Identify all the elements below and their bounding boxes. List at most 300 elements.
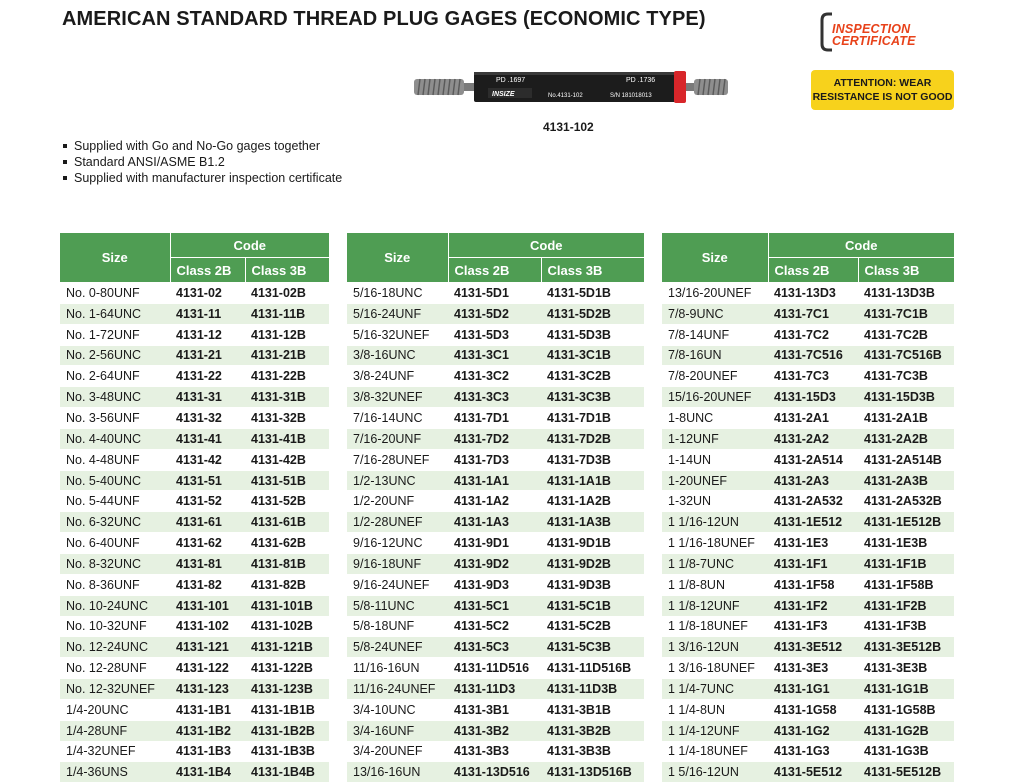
size-cell: 7/8-16UN (662, 345, 768, 366)
table-row (60, 595, 329, 616)
size-cell: No. 12-28UNF (60, 658, 170, 679)
size-cell: 15/16-20UNEF (662, 387, 768, 408)
attention-line1: ATTENTION: WEAR (833, 77, 932, 89)
table-row (662, 574, 954, 595)
table-row (347, 741, 644, 762)
size-cell: No. 4-48UNF (60, 449, 170, 470)
class-2b-code-cell: 4131-5C2 (448, 616, 541, 637)
table-row (662, 428, 954, 449)
table-row (662, 616, 954, 637)
size-cell: 7/16-20UNF (347, 428, 448, 449)
gage-caption: 4131-102 (543, 120, 594, 134)
class-2b-code-cell: 4131-52 (170, 491, 245, 512)
table-row (60, 720, 329, 741)
class-2b-code-cell: 4131-2A2 (768, 428, 858, 449)
table-row (662, 533, 954, 554)
class-3b-code-cell: 4131-2A532B (858, 491, 954, 512)
size-cell: 1/2-13UNC (347, 470, 448, 491)
table-row (60, 741, 329, 762)
gage-table-2 (347, 233, 644, 782)
pd-go-label: PD .1697 (496, 77, 526, 84)
class-2b-code-cell: 4131-41 (170, 428, 245, 449)
class-2b-code-cell: 4131-1B3 (170, 741, 245, 762)
size-cell: 1 1/8-8UN (662, 574, 768, 595)
class-3b-code-cell: 4131-11B (245, 303, 329, 324)
table-row (347, 616, 644, 637)
class-2b-code-cell: 4131-82 (170, 574, 245, 595)
size-cell: 11/16-16UN (347, 658, 448, 679)
class-3b-code-cell: 4131-3C2B (541, 366, 644, 387)
table-row (662, 303, 954, 324)
class-2b-code-cell: 4131-121 (170, 637, 245, 658)
gage-brand: INSIZE (492, 91, 515, 98)
class-3b-code-cell: 4131-32B (245, 408, 329, 429)
table-row (662, 741, 954, 762)
class-2b-code-cell: 4131-3B2 (448, 720, 541, 741)
class-3b-header: Class 3B (245, 258, 329, 283)
size-cell: 5/8-18UNF (347, 616, 448, 637)
size-cell: No. 3-56UNF (60, 408, 170, 429)
class-3b-code-cell: 4131-7C3B (858, 366, 954, 387)
table-row (662, 679, 954, 700)
class-2b-code-cell: 4131-51 (170, 470, 245, 491)
class-3b-code-cell: 4131-1B4B (245, 762, 329, 782)
class-2b-code-cell: 4131-3E512 (768, 637, 858, 658)
table-row (662, 553, 954, 574)
class-3b-code-cell: 4131-62B (245, 533, 329, 554)
class-3b-code-cell: 4131-7D3B (541, 449, 644, 470)
class-2b-code-cell: 4131-31 (170, 387, 245, 408)
class-2b-code-cell: 4131-1F1 (768, 553, 858, 574)
size-cell: No. 12-32UNEF (60, 679, 170, 700)
feature-item: Supplied with Go and No-Go gages together (62, 138, 342, 154)
code-header: Code (170, 233, 329, 258)
class-3b-code-cell: 4131-122B (245, 658, 329, 679)
class-2b-code-cell: 4131-32 (170, 408, 245, 429)
size-cell: 1 3/16-12UN (662, 637, 768, 658)
class-2b-code-cell: 4131-1B2 (170, 720, 245, 741)
size-cell: No. 0-80UNF (60, 283, 170, 304)
class-2b-code-cell: 4131-7D1 (448, 408, 541, 429)
class-3b-code-cell: 4131-22B (245, 366, 329, 387)
size-cell: 1-20UNEF (662, 470, 768, 491)
class-3b-code-cell: 4131-61B (245, 512, 329, 533)
size-cell: No. 2-56UNC (60, 345, 170, 366)
class-3b-code-cell: 4131-101B (245, 595, 329, 616)
size-cell: No. 8-36UNF (60, 574, 170, 595)
gage-table-3 (662, 233, 954, 782)
class-3b-code-cell: 4131-3C1B (541, 345, 644, 366)
class-2b-code-cell: 4131-9D3 (448, 574, 541, 595)
table-row (662, 449, 954, 470)
table-row (60, 637, 329, 658)
class-3b-code-cell: 4131-5C1B (541, 595, 644, 616)
class-2b-code-cell: 4131-5D1 (448, 283, 541, 304)
class-3b-code-cell: 4131-51B (245, 470, 329, 491)
class-3b-code-cell: 4131-7C1B (858, 303, 954, 324)
table-row (347, 533, 644, 554)
table-row (347, 512, 644, 533)
class-2b-code-cell: 4131-3C3 (448, 387, 541, 408)
size-cell: 13/16-16UN (347, 762, 448, 782)
size-cell: No. 4-40UNC (60, 428, 170, 449)
class-3b-code-cell: 4131-1E512B (858, 512, 954, 533)
attention-badge (811, 70, 954, 110)
class-2b-code-cell: 4131-102 (170, 616, 245, 637)
class-2b-code-cell: 4131-5D3 (448, 324, 541, 345)
size-cell: 1 1/16-18UNEF (662, 533, 768, 554)
size-cell: 1 5/16-12UN (662, 762, 768, 782)
size-cell: 1/2-20UNF (347, 491, 448, 512)
size-cell: 11/16-24UNEF (347, 679, 448, 700)
table-row (60, 428, 329, 449)
gage-table-1 (60, 233, 329, 782)
class-2b-code-cell: 4131-1B4 (170, 762, 245, 782)
table-row (60, 533, 329, 554)
thread-plug-gage-image (412, 69, 730, 105)
table-row (347, 408, 644, 429)
table-row (347, 595, 644, 616)
size-cell: 3/4-10UNC (347, 699, 448, 720)
go-thread-end (414, 79, 464, 95)
class-3b-code-cell: 4131-5E512B (858, 762, 954, 782)
table-row (662, 762, 954, 782)
table-row (347, 720, 644, 741)
table-row (347, 366, 644, 387)
size-cell: 1 1/4-7UNC (662, 679, 768, 700)
size-cell: 1/4-20UNC (60, 699, 170, 720)
size-cell: No. 1-72UNF (60, 324, 170, 345)
nogo-thread-end (694, 79, 728, 95)
class-3b-code-cell: 4131-1F58B (858, 574, 954, 595)
class-3b-code-cell: 4131-1F1B (858, 553, 954, 574)
size-cell: 1-12UNF (662, 428, 768, 449)
class-3b-code-cell: 4131-82B (245, 574, 329, 595)
class-3b-code-cell: 4131-7C516B (858, 345, 954, 366)
size-cell: 1 3/16-18UNEF (662, 658, 768, 679)
table-row (662, 637, 954, 658)
class-2b-code-cell: 4131-123 (170, 679, 245, 700)
table-row (662, 699, 954, 720)
class-3b-header: Class 3B (541, 258, 644, 283)
class-2b-code-cell: 4131-2A532 (768, 491, 858, 512)
class-3b-code-cell: 4131-2A2B (858, 428, 954, 449)
class-3b-code-cell: 4131-15D3B (858, 387, 954, 408)
size-cell: 5/16-18UNC (347, 283, 448, 304)
size-cell: No. 10-32UNF (60, 616, 170, 637)
table-row (662, 720, 954, 741)
size-cell: No. 10-24UNC (60, 595, 170, 616)
certificate-line2: CERTIFICATE (832, 34, 916, 48)
class-2b-code-cell: 4131-11 (170, 303, 245, 324)
class-3b-code-cell: 4131-9D2B (541, 553, 644, 574)
size-cell: 1/2-28UNEF (347, 512, 448, 533)
size-cell: 1 1/4-18UNEF (662, 741, 768, 762)
size-cell: No. 6-32UNC (60, 512, 170, 533)
table-row (662, 408, 954, 429)
size-cell: 9/16-18UNF (347, 553, 448, 574)
table-row (347, 679, 644, 700)
table-row (60, 679, 329, 700)
size-cell: No. 2-64UNF (60, 366, 170, 387)
class-2b-code-cell: 4131-5C1 (448, 595, 541, 616)
table-row (60, 616, 329, 637)
size-cell: No. 5-44UNF (60, 491, 170, 512)
table-row (60, 324, 329, 345)
gage-model-number: No.4131-102 (548, 93, 583, 99)
table-row (60, 574, 329, 595)
class-2b-code-cell: 4131-1B1 (170, 699, 245, 720)
table-row (60, 762, 329, 782)
size-cell: 1-32UN (662, 491, 768, 512)
table-row (60, 387, 329, 408)
class-3b-code-cell: 4131-7C2B (858, 324, 954, 345)
size-cell: No. 3-48UNC (60, 387, 170, 408)
class-2b-code-cell: 4131-9D1 (448, 533, 541, 554)
size-header: Size (347, 233, 448, 283)
table-row (662, 366, 954, 387)
table-row (60, 283, 329, 304)
class-2b-code-cell: 4131-1G1 (768, 679, 858, 700)
class-3b-code-cell: 4131-3B2B (541, 720, 644, 741)
class-2b-header: Class 2B (448, 258, 541, 283)
class-3b-code-cell: 4131-31B (245, 387, 329, 408)
table-row (347, 283, 644, 304)
class-2b-code-cell: 4131-9D2 (448, 553, 541, 574)
class-3b-code-cell: 4131-1A3B (541, 512, 644, 533)
class-2b-code-cell: 4131-5C3 (448, 637, 541, 658)
size-cell: No. 1-64UNC (60, 303, 170, 324)
class-3b-code-cell: 4131-11D3B (541, 679, 644, 700)
class-3b-code-cell: 4131-9D3B (541, 574, 644, 595)
class-2b-code-cell: 4131-1E512 (768, 512, 858, 533)
size-cell: 7/8-9UNC (662, 303, 768, 324)
class-2b-code-cell: 4131-3B1 (448, 699, 541, 720)
size-cell: 7/16-14UNC (347, 408, 448, 429)
class-3b-code-cell: 4131-5D1B (541, 283, 644, 304)
class-3b-code-cell: 4131-1A2B (541, 491, 644, 512)
class-3b-code-cell: 4131-1B1B (245, 699, 329, 720)
table-row (347, 303, 644, 324)
class-3b-code-cell: 4131-81B (245, 553, 329, 574)
table-row (347, 324, 644, 345)
size-cell: 7/8-20UNEF (662, 366, 768, 387)
class-2b-code-cell: 4131-1A3 (448, 512, 541, 533)
class-3b-code-cell: 4131-7D1B (541, 408, 644, 429)
size-cell: 3/4-20UNEF (347, 741, 448, 762)
table-row (662, 283, 954, 304)
class-2b-code-cell: 4131-7C516 (768, 345, 858, 366)
class-3b-code-cell: 4131-2A3B (858, 470, 954, 491)
class-3b-code-cell: 4131-42B (245, 449, 329, 470)
class-2b-header: Class 2B (170, 258, 245, 283)
size-cell: No. 12-24UNC (60, 637, 170, 658)
code-header: Code (448, 233, 644, 258)
size-cell: No. 8-32UNC (60, 553, 170, 574)
table-row (60, 303, 329, 324)
class-3b-code-cell: 4131-7D2B (541, 428, 644, 449)
class-2b-code-cell: 4131-7C3 (768, 366, 858, 387)
class-2b-header: Class 2B (768, 258, 858, 283)
size-cell: 3/8-32UNEF (347, 387, 448, 408)
table-row (662, 595, 954, 616)
size-header: Size (60, 233, 170, 283)
class-2b-code-cell: 4131-7C1 (768, 303, 858, 324)
size-cell: 1/4-36UNS (60, 762, 170, 782)
table-row (60, 512, 329, 533)
class-3b-code-cell: 4131-41B (245, 428, 329, 449)
code-header: Code (768, 233, 954, 258)
size-cell: 9/16-24UNEF (347, 574, 448, 595)
size-cell: 5/16-32UNEF (347, 324, 448, 345)
class-3b-code-cell: 4131-1B2B (245, 720, 329, 741)
size-header: Size (662, 233, 768, 283)
feature-list (62, 138, 342, 186)
table-row (60, 449, 329, 470)
size-cell: 7/16-28UNEF (347, 449, 448, 470)
table-row (347, 470, 644, 491)
bullet-icon (63, 160, 67, 164)
table-row (347, 428, 644, 449)
class-2b-code-cell: 4131-5D2 (448, 303, 541, 324)
table-row (662, 470, 954, 491)
table-row (347, 658, 644, 679)
size-cell: 1 1/8-18UNEF (662, 616, 768, 637)
class-2b-code-cell: 4131-42 (170, 449, 245, 470)
class-3b-code-cell: 4131-1F3B (858, 616, 954, 637)
table-row (60, 699, 329, 720)
class-2b-code-cell: 4131-02 (170, 283, 245, 304)
class-3b-code-cell: 4131-102B (245, 616, 329, 637)
class-2b-code-cell: 4131-15D3 (768, 387, 858, 408)
inspection-certificate-logo (818, 10, 948, 52)
class-3b-code-cell: 4131-3B1B (541, 699, 644, 720)
page-title: AMERICAN STANDARD THREAD PLUG GAGES (ECONOMIC TYPE) (62, 8, 706, 30)
class-3b-code-cell: 4131-13D3B (858, 283, 954, 304)
table-row (662, 345, 954, 366)
table-row (347, 637, 644, 658)
table-row (347, 574, 644, 595)
size-cell: 5/8-24UNEF (347, 637, 448, 658)
class-3b-code-cell: 4131-02B (245, 283, 329, 304)
class-3b-code-cell: 4131-13D516B (541, 762, 644, 782)
class-2b-code-cell: 4131-22 (170, 366, 245, 387)
class-2b-code-cell: 4131-7D2 (448, 428, 541, 449)
class-2b-code-cell: 4131-62 (170, 533, 245, 554)
class-3b-code-cell: 4131-3C3B (541, 387, 644, 408)
table-row (347, 762, 644, 782)
class-3b-code-cell: 4131-2A514B (858, 449, 954, 470)
class-2b-code-cell: 4131-1G58 (768, 699, 858, 720)
size-cell: 3/4-16UNF (347, 720, 448, 741)
size-cell: 1 1/4-12UNF (662, 720, 768, 741)
feature-item: Supplied with manufacturer inspection certificate (62, 170, 342, 186)
class-3b-code-cell: 4131-5C3B (541, 637, 644, 658)
size-cell: 3/8-16UNC (347, 345, 448, 366)
class-3b-code-cell: 4131-1F2B (858, 595, 954, 616)
table-row (60, 491, 329, 512)
class-3b-code-cell: 4131-1G1B (858, 679, 954, 700)
class-3b-code-cell: 4131-5D2B (541, 303, 644, 324)
class-2b-code-cell: 4131-1F2 (768, 595, 858, 616)
class-3b-code-cell: 4131-52B (245, 491, 329, 512)
size-cell: 1-8UNC (662, 408, 768, 429)
class-2b-code-cell: 4131-2A1 (768, 408, 858, 429)
table-row (60, 553, 329, 574)
class-2b-code-cell: 4131-1G3 (768, 741, 858, 762)
class-3b-code-cell: 4131-12B (245, 324, 329, 345)
gage-serial-number: S/N 181018013 (610, 93, 652, 99)
class-2b-code-cell: 4131-2A3 (768, 470, 858, 491)
feature-item: Standard ANSI/ASME B1.2 (62, 154, 342, 170)
table-row (347, 345, 644, 366)
class-2b-code-cell: 4131-3C2 (448, 366, 541, 387)
class-3b-code-cell: 4131-1G2B (858, 720, 954, 741)
size-cell: 13/16-20UNEF (662, 283, 768, 304)
class-3b-code-cell: 4131-2A1B (858, 408, 954, 429)
class-3b-code-cell: 4131-121B (245, 637, 329, 658)
class-2b-code-cell: 4131-11D516 (448, 658, 541, 679)
class-2b-code-cell: 4131-13D3 (768, 283, 858, 304)
table-row (662, 512, 954, 533)
pd-nogo-label: PD .1736 (626, 77, 656, 84)
table-row (60, 470, 329, 491)
size-cell: 9/16-12UNC (347, 533, 448, 554)
table-row (60, 408, 329, 429)
table-row (662, 324, 954, 345)
size-cell: 1 1/4-8UN (662, 699, 768, 720)
class-3b-code-cell: 4131-21B (245, 345, 329, 366)
class-2b-code-cell: 4131-5E512 (768, 762, 858, 782)
class-2b-code-cell: 4131-7D3 (448, 449, 541, 470)
class-3b-code-cell: 4131-3E512B (858, 637, 954, 658)
table-row (60, 658, 329, 679)
class-3b-code-cell: 4131-5C2B (541, 616, 644, 637)
class-3b-code-cell: 4131-3E3B (858, 658, 954, 679)
class-3b-code-cell: 4131-11D516B (541, 658, 644, 679)
table-row (347, 491, 644, 512)
class-3b-code-cell: 4131-9D1B (541, 533, 644, 554)
table-row (662, 387, 954, 408)
size-cell: 3/8-24UNF (347, 366, 448, 387)
class-2b-code-cell: 4131-1A2 (448, 491, 541, 512)
nogo-red-band (674, 71, 686, 103)
size-cell: 1-14UN (662, 449, 768, 470)
table-row (347, 387, 644, 408)
size-cell: 1/4-32UNEF (60, 741, 170, 762)
class-2b-code-cell: 4131-61 (170, 512, 245, 533)
size-cell: 1 1/16-12UN (662, 512, 768, 533)
size-cell: 1 1/8-7UNC (662, 553, 768, 574)
size-cell: 1 1/8-12UNF (662, 595, 768, 616)
class-2b-code-cell: 4131-3C1 (448, 345, 541, 366)
class-2b-code-cell: 4131-7C2 (768, 324, 858, 345)
class-2b-code-cell: 4131-12 (170, 324, 245, 345)
class-2b-code-cell: 4131-1E3 (768, 533, 858, 554)
class-3b-code-cell: 4131-1B3B (245, 741, 329, 762)
table-row (347, 553, 644, 574)
class-2b-code-cell: 4131-122 (170, 658, 245, 679)
certificate-line1: INSPECTION (832, 22, 911, 36)
table-row (60, 366, 329, 387)
size-cell: 5/16-24UNF (347, 303, 448, 324)
table-row (347, 449, 644, 470)
class-3b-code-cell: 4131-5D3B (541, 324, 644, 345)
attention-line2: RESISTANCE IS NOT GOOD (812, 91, 953, 103)
class-2b-code-cell: 4131-81 (170, 553, 245, 574)
size-cell: No. 6-40UNF (60, 533, 170, 554)
class-3b-code-cell: 4131-1G3B (858, 741, 954, 762)
